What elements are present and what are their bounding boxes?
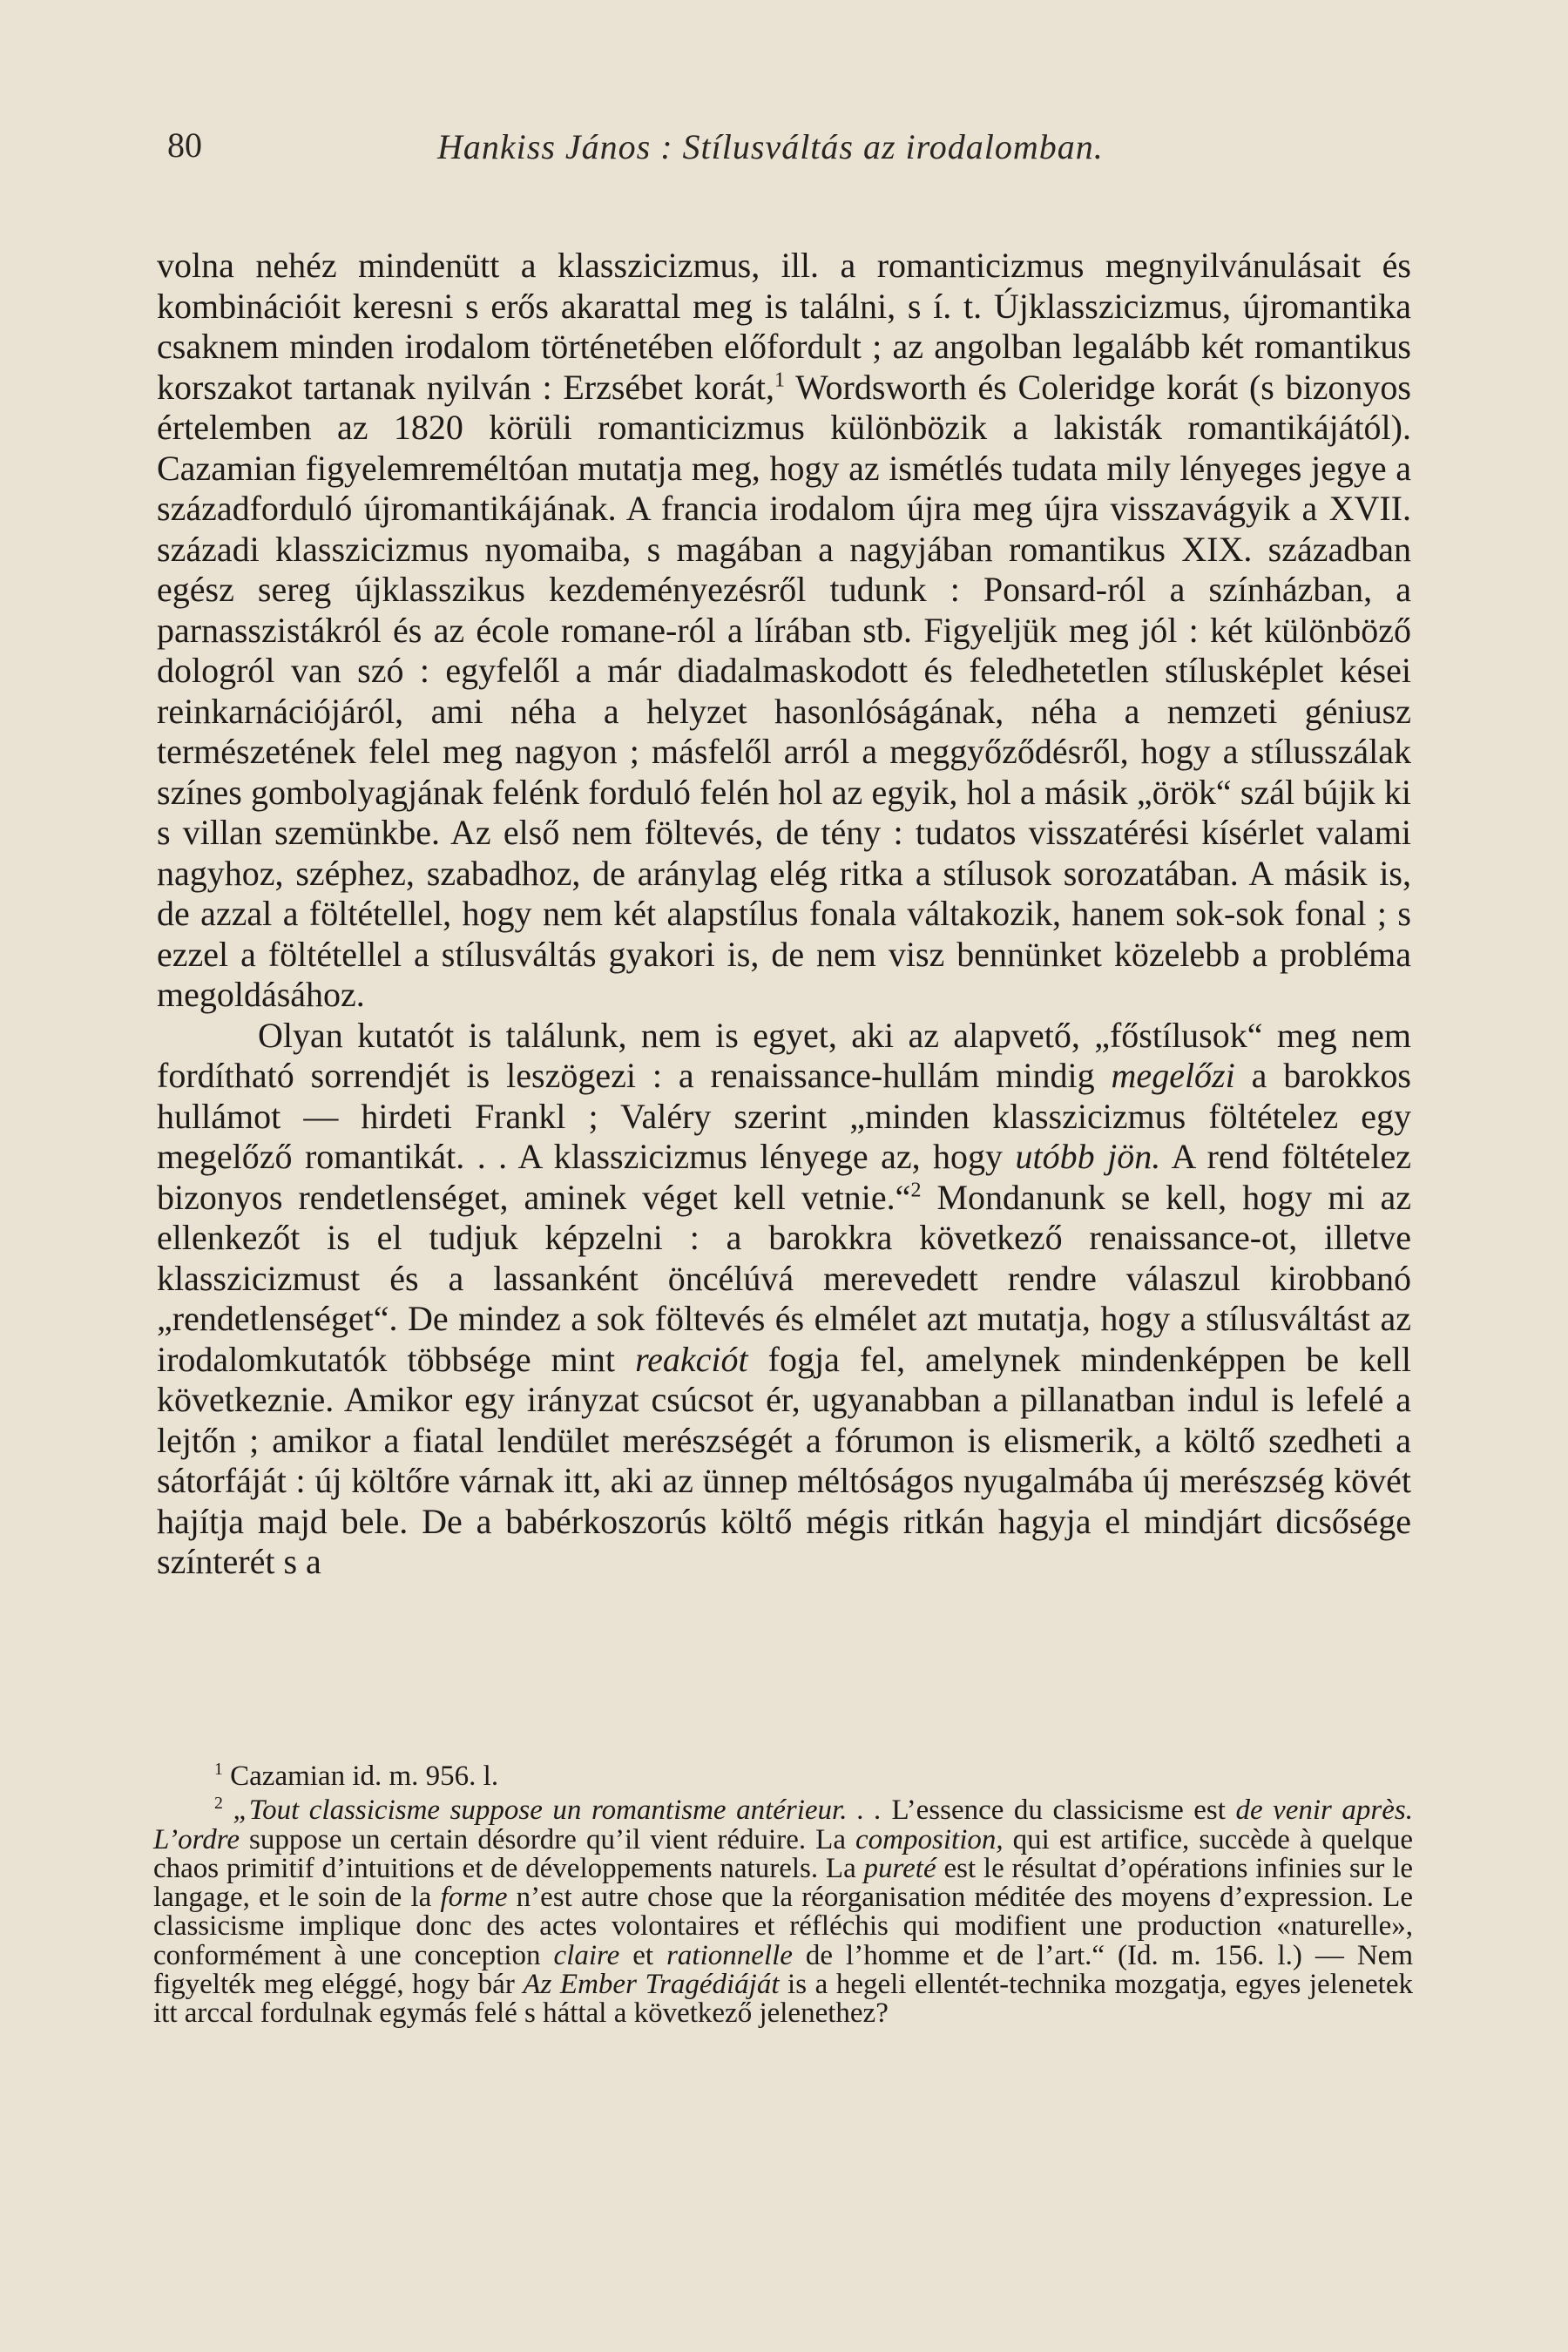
text-run: est le résultat d’opérations infinies sur le langage, et le soin de la [153,1852,1414,1914]
footnote-number: 1 [214,1760,223,1779]
text-run: qui est artifice, succède à quelque chaos primitif d’intuitions et de développements naturels. La [153,1823,1413,1884]
paragraph-1 [157,246,1411,1016]
emphasis: forme [440,1882,508,1914]
emphasis: utóbb jön. [1015,1137,1161,1176]
emphasis: composition, [855,1823,1004,1855]
emphasis: de venir après. L’ordre [153,1794,1414,1855]
emphasis: megelőzi [1111,1056,1235,1095]
footnote-ref-1: 1 [774,368,785,392]
page-number: 80 [167,125,202,165]
page-header [167,109,1413,170]
footnote-ref-2: 2 [910,1179,922,1202]
footnote-number: 2 [214,1794,223,1814]
footnote-2 [153,1796,1413,2028]
text-run: suppose un certain désordre qu’il vient réduire. La [240,1823,856,1855]
text-run: Olyan kutatót is találunk, nem is egyet, aki az alapvető, „főstílusok“ meg nem fordítható sorrendjét is leszögezi : a renaissance-hullám mindig [157,1015,1411,1095]
main-text [157,246,1411,1583]
text-run: volna nehéz mindenütt a klasszicizmus, ill. a romanticizmus megnyilvánulásait és kombinációit keresni s erős akarattal meg is találni, s í. t. Újklasszicizmus, újromantika csaknem minden irodalom történetében előfordult ; az angolban legalább két romantikus korszakot tartanak nyilván : Erzsébet korát, [157,246,1411,407]
emphasis: reakciót [635,1339,748,1379]
text-run: et [619,1939,667,1971]
emphasis: pureté [863,1852,936,1884]
emphasis: rationnelle [666,1939,793,1971]
text-run: Wordsworth és Coleridge korát (s bizonyos értelemben az 1820 körüli romanticizmus különbözik a lakisták romantikájától). Cazamian figyelemreméltóan mutatja meg, hogy az ismétlés tudata mily lényeges jegye a századforduló újromantikájának. A francia irodalom újra meg újra visszavágyik a XVII. századi klasszicizmus nyomaiba, s magában a nagyjában romantikus XIX. században egész sereg újklasszikus kezdeményezésről tudunk : Ponsard-ról a színházban, a parnasszistákról és az école romane-ról a lírában stb. Figyeljük meg jól : két különböző dologról van szó : egyfelől a már diadalmaskodott és feledhetetlen stílusképlet kései reinkarnációjáról, ami néha a helyzet hasonlóságának, néha a nemzeti géniusz természetének felel meg nagyon ; másfelől arról a meggyőződésről, hogy a stílusszálak színes gombolyagjának felénk forduló felén hol az egyik, hol a másik „örök“ szál bújik ki s villan szemünkbe. Az első nem föltevés, de tény : tudatos visszatérési kísérlet valami nagyhoz, széphez, szabadhoz, de aránylag elég ritka a stílusok sorozatában. A másik is, de azzal a föltétellel, hogy nem két alapstílus fonala váltakozik, hanem sok-sok fonal ; s ezzel a föltétellel a stílusváltás gyakori is, de nem visz bennünket közelebb a probléma megoldásához. [157,367,1411,1014]
text-run: L’essence du classicisme est [882,1794,1236,1827]
emphasis: „Tout classicisme suppose un romantisme antérieur. . . [222,1794,882,1827]
running-title: Hankiss János : Stílusváltás az irodalomban. [437,127,1104,166]
footnote-1 [153,1762,1413,1791]
footnotes [153,1762,1413,2029]
text-run: A rend föltételez bizonyos rendetlenséget, aminek véget kell vetnie.“ [157,1137,1411,1217]
text-run: n’est autre chose que la réorganisation méditée des moyens d’expression. Le classicisme implique donc des actes volontaires et réfléchis qui modifient une production «naturelle», conformément à une conception [153,1882,1413,1971]
text-run: Mondanunk se kell, hogy mi az ellenkezőt is el tudjuk képzelni : a barokkra következő renaissance-ot, illetve klasszicizmust és a lassanként öncélúvá merevedett rendre válaszul kirobbanó „rendetlenséget“. De mindez a sok föltevés és elmélet azt mutatja, hogy a stílusváltást az irodalomkutatók többsége mint [157,1177,1411,1379]
footnote-text: Cazamian id. m. 956. l. [222,1761,499,1792]
paragraph-2 [157,1016,1411,1583]
text-run: de l’homme et de l’art.“ (Id. m. 156. l.) — Nem figyelték meg eléggé, hogy bár [153,1939,1413,2001]
text-run: fogja fel, amelynek mindenképpen be kell következnie. Amikor egy irányzat csúcsot ér, ugyanabban a pillanatban indul is lefelé a lejtőn ; amikor a fiatal lendület merészségét a fórumon is elismerik, a költő szedheti a sátorfáját : új költőre várnak itt, aki az ünnep méltóságos nyugalmába új merészség kövét hajítja majd bele. De a babérkoszorús költő mégis ritkán hagyja el mindjárt dicsősége színterét s a [157,1339,1411,1581]
emphasis: claire [553,1939,620,1971]
text-run: a barokkos hullámot — hirdeti Frankl ; Valéry szerint „minden klasszicizmus föltételez egy megelőző romantikát. . . A klasszicizmus lényege az, hogy [157,1056,1411,1176]
text-run: is a hegeli ellentét-technika mozgatja, egyes jelenetek itt arccal fordulnak egymás felé s háttal a következő jelenethez? [153,1969,1413,2030]
emphasis: Az Ember Tragédiáját [523,1969,780,2001]
